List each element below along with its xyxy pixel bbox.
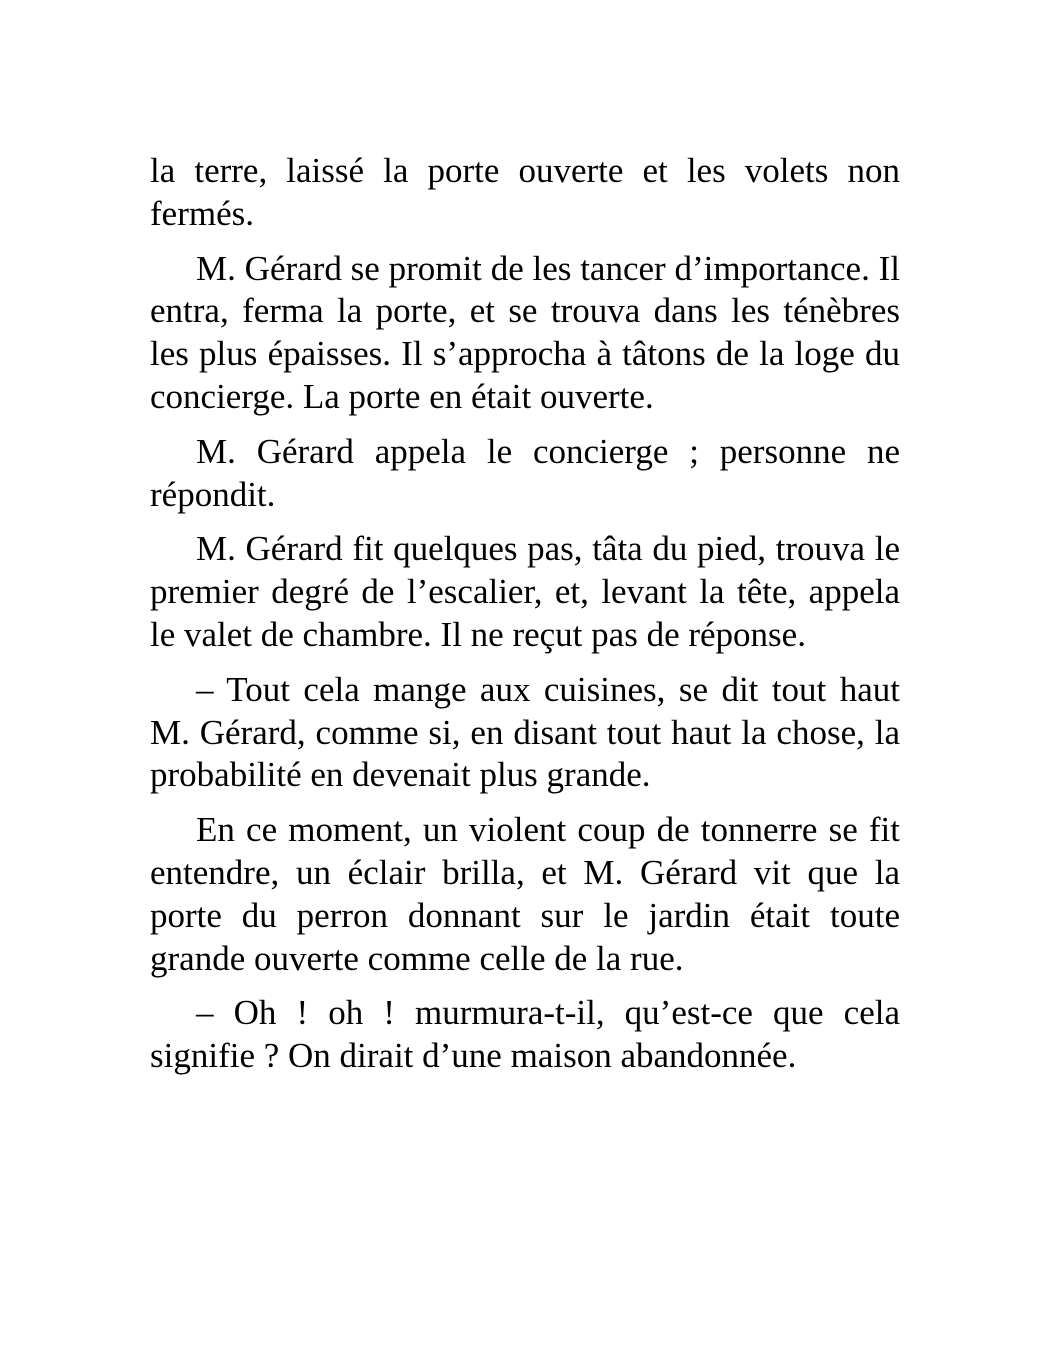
paragraph-continuation: la terre, laissé la porte ouverte et les volets non fermés. (150, 151, 900, 233)
dialogue-paragraph: – Tout cela mange aux cuisines, se dit tout haut M. Gérard, comme si, en disant tout haut la chose, la probabilité en devenait plus grande. (150, 669, 900, 795)
paragraph: En ce moment, un violent coup de tonnerre se fit entendre, un éclair brilla, et M. Gérard vit que la porte du perron donnant sur le jardin était toute grande ouverte comme celle de la rue. (150, 810, 900, 978)
dialogue-paragraph: – Oh ! oh ! murmura-t-il, qu’est-ce que cela signifie ? On dirait d’une maison abandonnée. (150, 993, 900, 1076)
document-page (150, 150, 900, 1090)
paragraph: M. Gérard fit quelques pas, tâta du pied, trouva le premier degré de l’escalier, et, levant la tête, appela le valet de chambre. Il ne reçut pas de réponse. (150, 529, 900, 654)
paragraph: M. Gérard appela le concierge ; personne ne répondit. (150, 431, 900, 514)
paragraph: M. Gérard se promit de les tancer d’importance. Il entra, ferma la porte, et se trouva dans les ténèbres les plus épaisses. Il s’approcha à tâtons de la loge du concierge. La porte en était ouverte. (150, 248, 900, 416)
